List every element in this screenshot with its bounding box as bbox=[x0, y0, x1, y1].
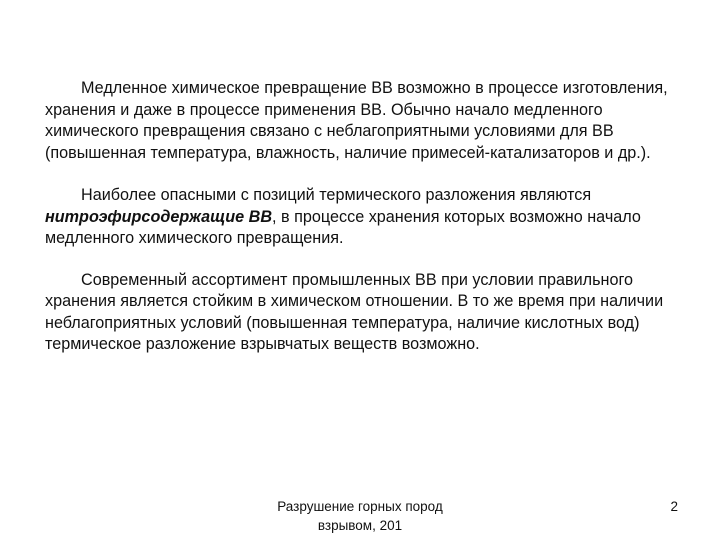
page-number: 2 bbox=[670, 499, 678, 514]
footer-line-2: взрывом, 201 bbox=[317, 518, 403, 533]
slide-content bbox=[45, 78, 685, 356]
footer-line-1: Разрушение горных пород bbox=[277, 499, 443, 514]
paragraph-3: Современный ассортимент промышленных ВВ при условии правильного хранения является стойким в химическом отношении. В то же время при наличии неблагоприятных условий (повышенная температура, наличие кислотных вод) термическое разложение взрывчатых веществ возможно. bbox=[45, 270, 664, 353]
paragraph-2-emphasis: нитроэфирсодержащие ВВ bbox=[45, 207, 273, 226]
footer-caption bbox=[240, 497, 480, 535]
paragraph-2-text-before: Наиболее опасными с позиций термического разложения являются bbox=[81, 186, 592, 204]
paragraph-2-text-after: , в процессе хранения которых возможно начало медленного химического превращения. bbox=[45, 207, 641, 247]
paragraph-2 bbox=[45, 185, 685, 250]
paragraph-1: Медленное химическое превращение ВВ возможно в процессе изготовления, хранения и даже в процессе применения ВВ. Обычно начало медленного химического превращения связано с неблагоприятными условиями для ВВ (повышенная температура, влажность, наличие примесей-катализаторов и др.). bbox=[45, 79, 668, 162]
